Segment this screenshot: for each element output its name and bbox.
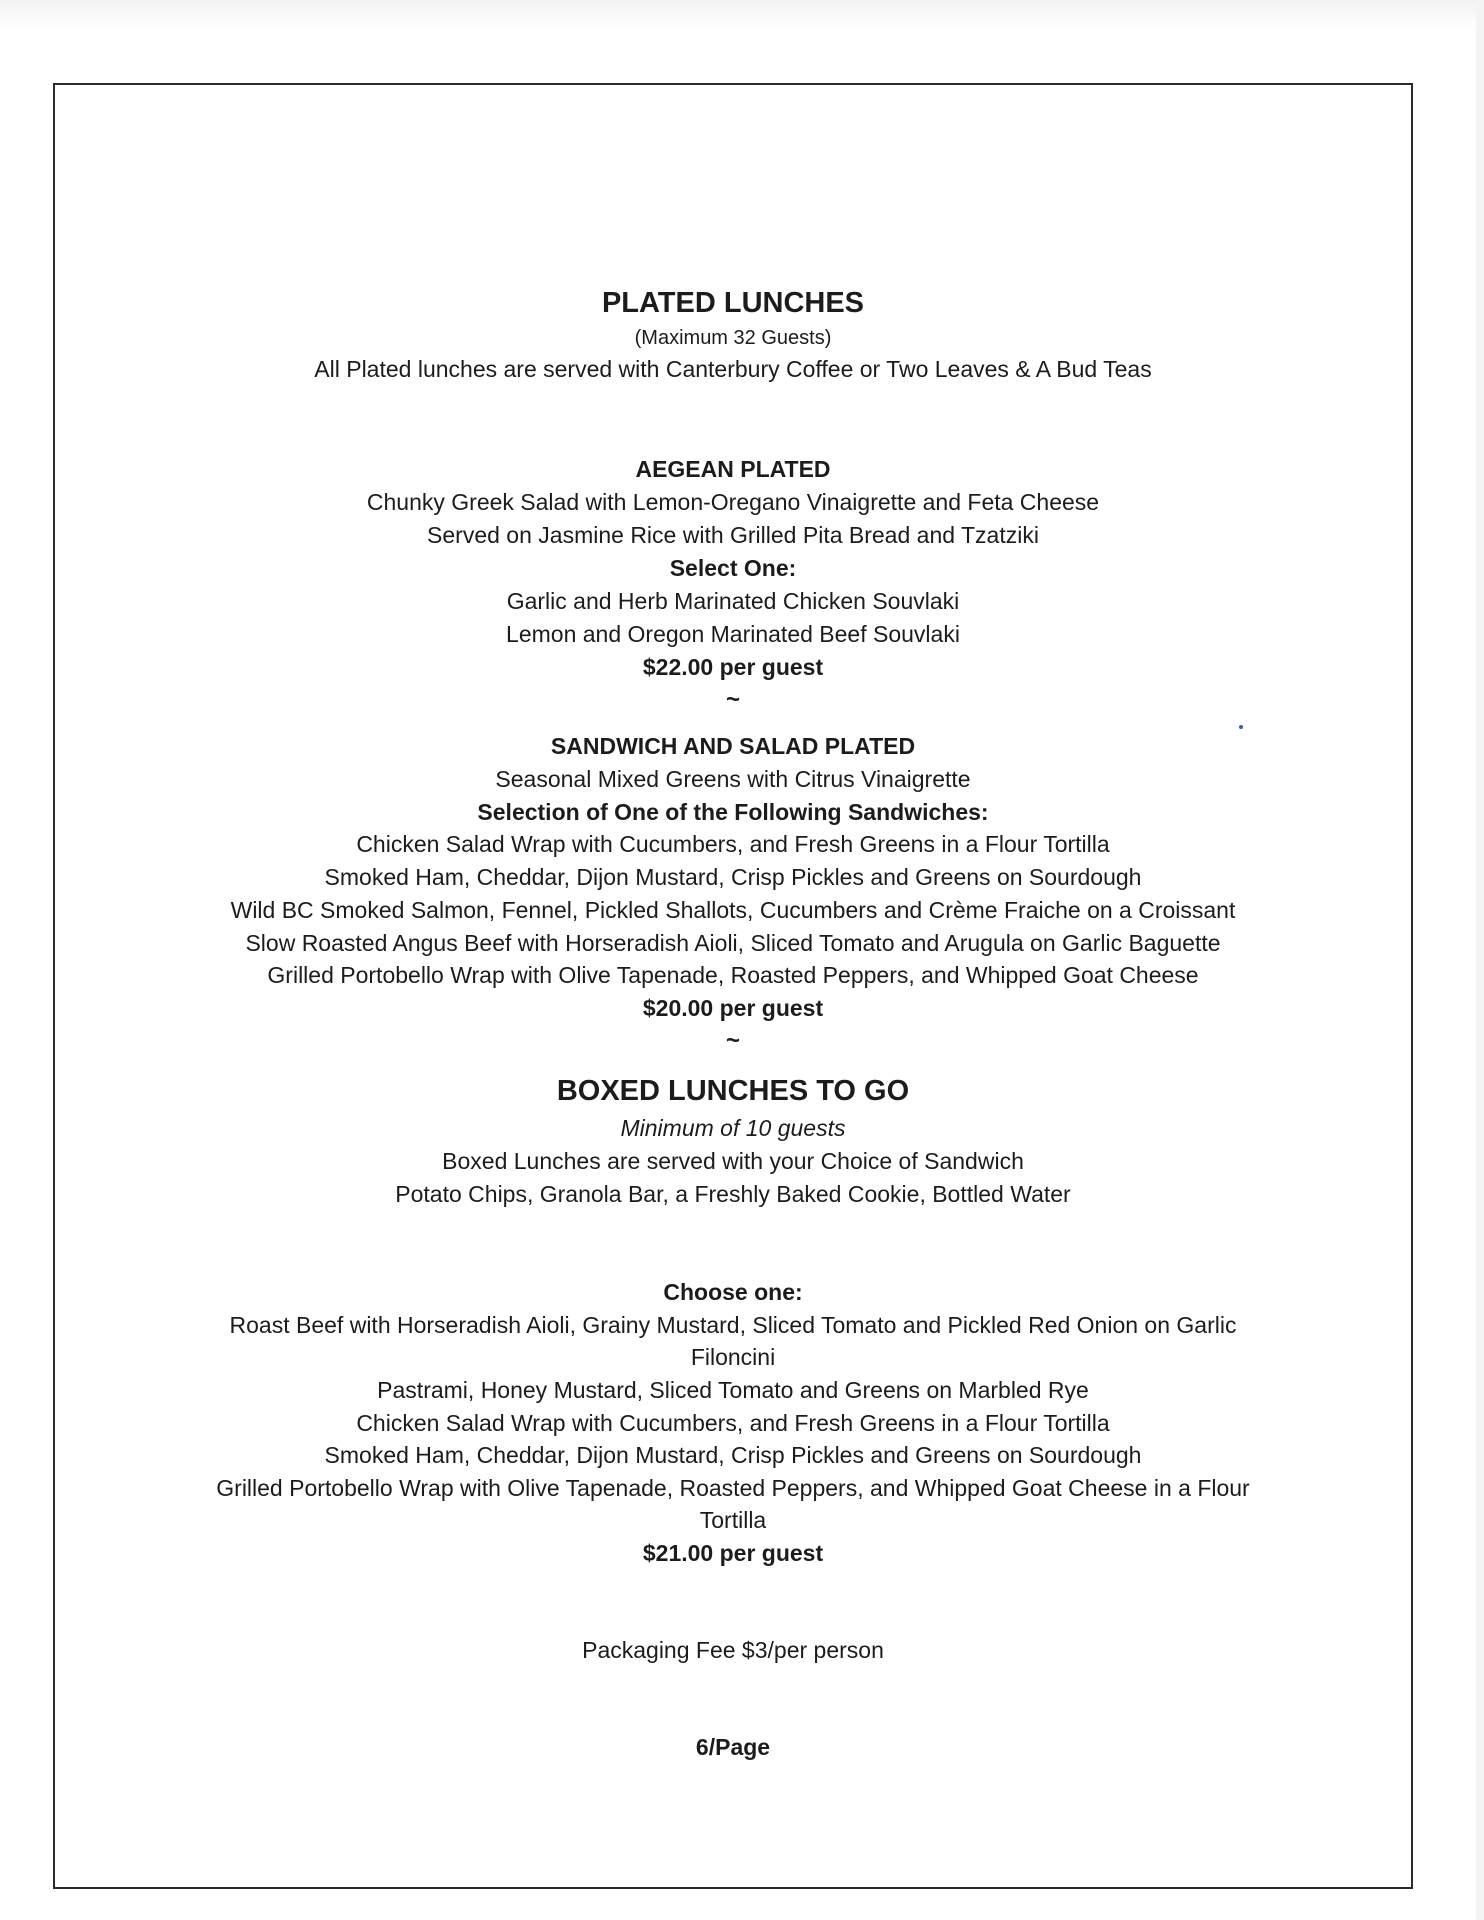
sandwich-option: Smoked Ham, Cheddar, Dijon Mustard, Crisp Pickles and Greens on Sourdough bbox=[324, 864, 1142, 890]
boxed-line: Potato Chips, Granola Bar, a Freshly Baked Cookie, Bottled Water bbox=[395, 1181, 1071, 1207]
sandwich-option: Wild BC Smoked Salmon, Fennel, Pickled Shallots, Cucumbers and Crème Fraiche on a Croissant bbox=[230, 897, 1236, 923]
packaging-fee: Packaging Fee $3/per person bbox=[582, 1637, 884, 1663]
boxed-choose-label: Choose one: bbox=[663, 1279, 803, 1305]
aegean-price: $22.00 per guest bbox=[642, 654, 824, 680]
aegean-option: Garlic and Herb Marinated Chicken Souvlaki bbox=[506, 588, 960, 614]
boxed-option: Grilled Portobello Wrap with Olive Tapenade, Roasted Peppers, and Whipped Goat Cheese in a Flour bbox=[216, 1475, 1250, 1501]
boxed-line: Boxed Lunches are served with your Choice of Sandwich bbox=[442, 1148, 1024, 1174]
sandwich-option: Chicken Salad Wrap with Cucumbers, and Fresh Greens in a Flour Tortilla bbox=[356, 831, 1110, 857]
plated-capacity: (Maximum 32 Guests) bbox=[634, 327, 832, 349]
plated-lunches-title: PLATED LUNCHES bbox=[601, 287, 865, 319]
sandwich-option: Grilled Portobello Wrap with Olive Tapenade, Roasted Peppers, and Whipped Goat Cheese bbox=[267, 962, 1199, 988]
aegean-title: AEGEAN PLATED bbox=[635, 456, 831, 482]
boxed-price: $21.00 per guest bbox=[642, 1540, 824, 1566]
aegean-line: Served on Jasmine Rice with Grilled Pita Bread and Tzatziki bbox=[427, 522, 1039, 548]
scan-edge-right bbox=[1476, 0, 1484, 1920]
boxed-option: Chicken Salad Wrap with Cucumbers, and Fresh Greens in a Flour Tortilla bbox=[356, 1410, 1110, 1436]
boxed-option: Pastrami, Honey Mustard, Sliced Tomato and Greens on Marbled Rye bbox=[377, 1377, 1089, 1403]
section-separator: ~ bbox=[725, 1027, 740, 1054]
boxed-option: Tortilla bbox=[699, 1507, 767, 1533]
sandwich-salad-title: SANDWICH AND SALAD PLATED bbox=[550, 733, 916, 759]
sandwich-salad-price: $20.00 per guest bbox=[642, 995, 824, 1021]
scan-speck bbox=[1239, 725, 1243, 729]
boxed-minimum: Minimum of 10 guests bbox=[620, 1115, 846, 1141]
boxed-option: Filoncini bbox=[690, 1344, 776, 1370]
aegean-option: Lemon and Oregon Marinated Beef Souvlaki bbox=[506, 621, 960, 647]
boxed-option: Smoked Ham, Cheddar, Dijon Mustard, Crisp Pickles and Greens on Sourdough bbox=[324, 1442, 1142, 1468]
aegean-line: Chunky Greek Salad with Lemon-Oregano Vinaigrette and Feta Cheese bbox=[366, 489, 1100, 515]
scan-edge bbox=[0, 0, 1484, 28]
sandwich-option: Slow Roasted Angus Beef with Horseradish Aioli, Sliced Tomato and Arugula on Garlic Baguette bbox=[245, 930, 1221, 956]
aegean-select-label: Select One: bbox=[669, 555, 797, 581]
boxed-option: Roast Beef with Horseradish Aioli, Grainy Mustard, Sliced Tomato and Pickled Red Onion on Garlic bbox=[229, 1312, 1237, 1338]
page-number: 6/Page bbox=[695, 1734, 771, 1760]
sandwich-select-label: Selection of One of the Following Sandwiches: bbox=[477, 799, 989, 825]
plated-note: All Plated lunches are served with Canterbury Coffee or Two Leaves & A Bud Teas bbox=[314, 356, 1152, 382]
section-separator: ~ bbox=[725, 686, 740, 713]
boxed-lunches-title: BOXED LUNCHES TO GO bbox=[556, 1075, 910, 1107]
sandwich-salad-salad: Seasonal Mixed Greens with Citrus Vinaigrette bbox=[495, 766, 971, 792]
